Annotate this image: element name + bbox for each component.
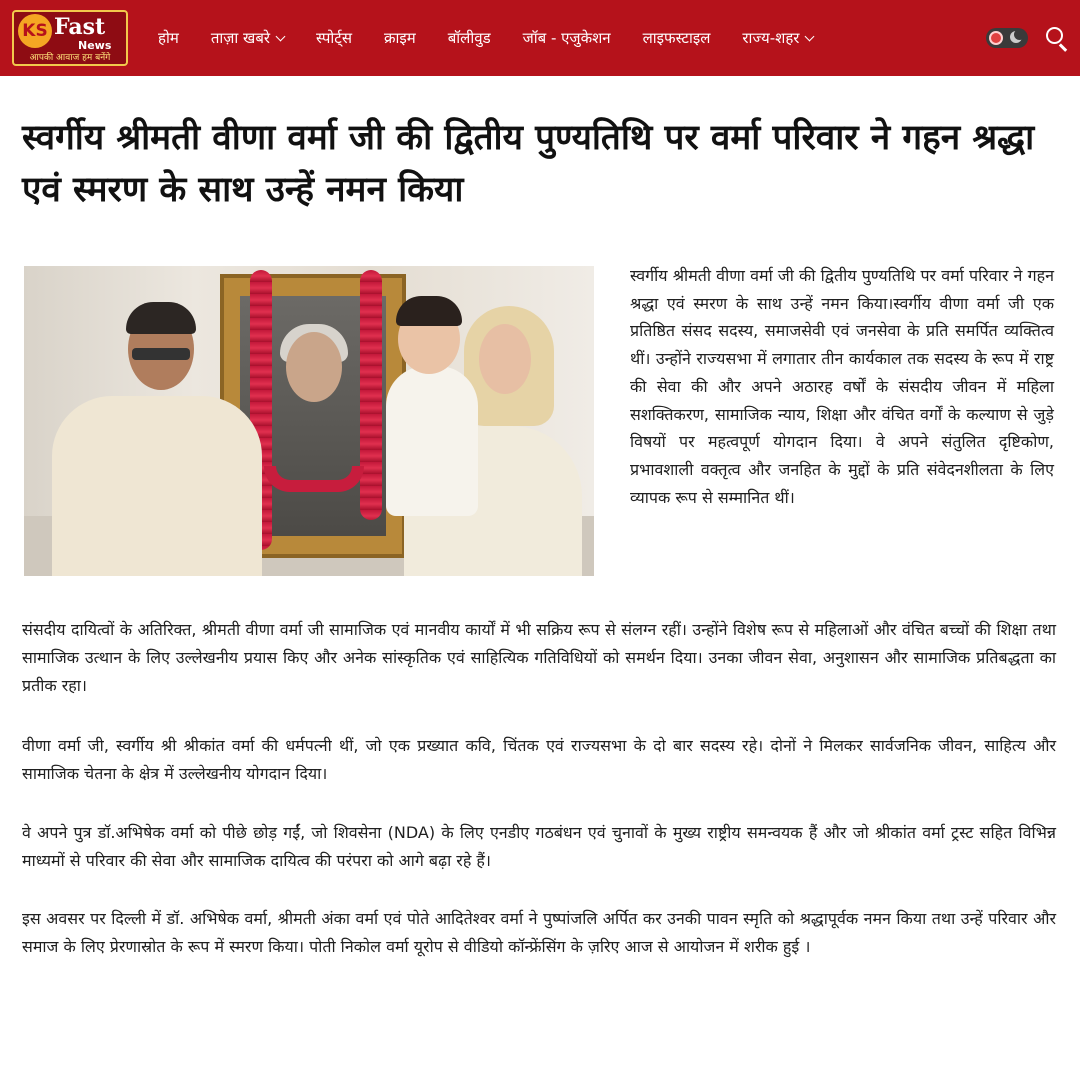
nav-label: राज्य-शहर (742, 29, 800, 47)
nav-label: स्पोर्ट्स (316, 29, 352, 47)
nav-item-home[interactable] (158, 28, 179, 48)
moon-icon (1010, 31, 1022, 43)
logo-mark: KS (18, 14, 52, 48)
logo-name: Fast (54, 14, 106, 40)
search-icon-handle (1059, 43, 1067, 51)
site-header (0, 0, 1080, 76)
nav-item-state-city[interactable] (742, 28, 813, 48)
search-icon[interactable] (1046, 27, 1070, 51)
nav-item-lifestyle[interactable] (643, 28, 711, 48)
search-icon-ring (1046, 27, 1063, 44)
woman-face (479, 324, 531, 394)
nav-label: लाइफस्टाइल (642, 29, 711, 47)
nav-label: ताज़ा खबरे (210, 29, 271, 47)
article-lead: स्वर्गीय श्रीमती वीणा वर्मा जी की द्वितीय पुण्यतिथि पर वर्मा परिवार ने गहन श्रद्धा एवं स्मरण के साथ उन्हें नमन किया।स्वर्गीय वीणा वर्मा जी एक प्रतिष्ठित संसद सदस्य, समाजसेवी एवं जनसेवा के प्रति समर्पित व्यक्तित्व थीं। उन्होंने राज्यसभा में लगातार तीन कार्यकाल तक सदस्य के रूप में राष्ट्र की सेवा की और अपने अठारह वर्षों के संसदीय जीवन में महिला सशक्तिकरण, सामाजिक न्याय, शिक्षा और वंचित वर्गों के कल्याण से जुड़े विषयों पर महत्वपूर्ण योगदान दिया। वे अपने संतुलित दृष्टिकोण, प्रभावशाली वक्तृत्व और जनहित के मुद्दों के प्रति संवेदनशीलता के लिए व्यापक रूप से सम्मानित थीं। (630, 266, 1054, 507)
article-paragraph: इस अवसर पर दिल्ली में डॉ. अभिषेक वर्मा, श्रीमती अंका वर्मा एवं पोते आदितेश्वर वर्मा ने पुष्पांजलि अर्पित कर उनकी पावन स्मृति को श्रद्धापूर्वक नमन किया तथा उन्हें परिवार और समाज के लिए प्रेरणास्रोत के रूप में स्मरण किया। पोती निकोल वर्मा यूरोप से वीडियो कॉन्फ्रेंसिंग के ज़रिए आज से आयोजन में शरीक हुई । (22, 909, 1056, 956)
man-hair (126, 302, 196, 334)
article-paragraph: संसदीय दायित्वों के अतिरिक्त, श्रीमती वीणा वर्मा जी सामाजिक एवं मानवीय कार्यों में भी सक्रिय रूप से संलग्न रहीं। उन्होंने विशेष रूप से महिलाओं और वंचित बच्चों की शिक्षा तथा सामाजिक उत्थान के लिए उल्लेखनीय प्रयास किए और अनेक सांस्कृतिक एवं साहित्यिक गतिविधियों को समर्थन दिया। उनका जीवन सेवा, अनुशासन और सामाजिक प्रतिबद्धता का प्रतीक रहा। (22, 620, 1056, 695)
chevron-down-icon (276, 31, 286, 41)
site-logo[interactable] (12, 10, 128, 66)
child-hair (396, 296, 462, 326)
nav-label: होम (158, 29, 179, 47)
man-figure (52, 396, 262, 576)
main-nav (158, 0, 845, 76)
man-glasses (132, 348, 190, 360)
nav-label: जॉब - एजुकेशन (522, 29, 611, 47)
nav-item-latest[interactable] (211, 28, 284, 48)
article-paragraph: वे अपने पुत्र डॉ.अभिषेक वर्मा को पीछे छोड़ गईं, जो शिवसेना (NDA) के लिए एनडीए गठबंधन एवं चुनावों के मुख्य राष्ट्रीय समन्वयक हैं और जो श्रीकांत वर्मा ट्रस्ट सहित विभिन्न माध्यमों से परिवार की सेवा और सामाजिक दायित्व की परंपरा को आगे बढ़ा रहे हैं। (22, 823, 1056, 870)
nav-item-job-education[interactable] (523, 28, 611, 48)
logo-tagline: आपकी आवाज हम बनेंगे (29, 53, 111, 63)
nav-item-bollywood[interactable] (448, 28, 491, 48)
child-figure (386, 366, 478, 516)
portrait-face (286, 332, 342, 402)
flower-garland-right (360, 270, 382, 520)
article-photo (24, 266, 594, 576)
article-paragraph: वीणा वर्मा जी, स्वर्गीय श्री श्रीकांत वर्मा की धर्मपत्नी थीं, जो एक प्रख्यात कवि, चिंतक एवं राज्यसभा के दो बार सदस्य रहे। दोनों ने मिलकर सार्वजनिक जीवन, साहित्य और सामाजिक चेतना के क्षेत्र में उल्लेखनीय योगदान दिया। (22, 736, 1056, 783)
nav-item-sports[interactable] (316, 28, 352, 48)
theme-toggle[interactable] (986, 28, 1028, 48)
nav-label: बॉलीवुड (447, 29, 491, 47)
logo-sub: News (78, 39, 112, 52)
chevron-down-icon (805, 31, 815, 41)
flower-garland-bottom (264, 466, 364, 492)
nav-item-crime[interactable] (384, 28, 416, 48)
article-title: स्वर्गीय श्रीमती वीणा वर्मा जी की द्वितीय पुण्यतिथि पर वर्मा परिवार ने गहन श्रद्धा एवं स्मरण के साथ उन्हें नमन किया (22, 118, 1035, 210)
nav-label: क्राइम (383, 29, 416, 47)
sun-icon (989, 31, 1003, 45)
